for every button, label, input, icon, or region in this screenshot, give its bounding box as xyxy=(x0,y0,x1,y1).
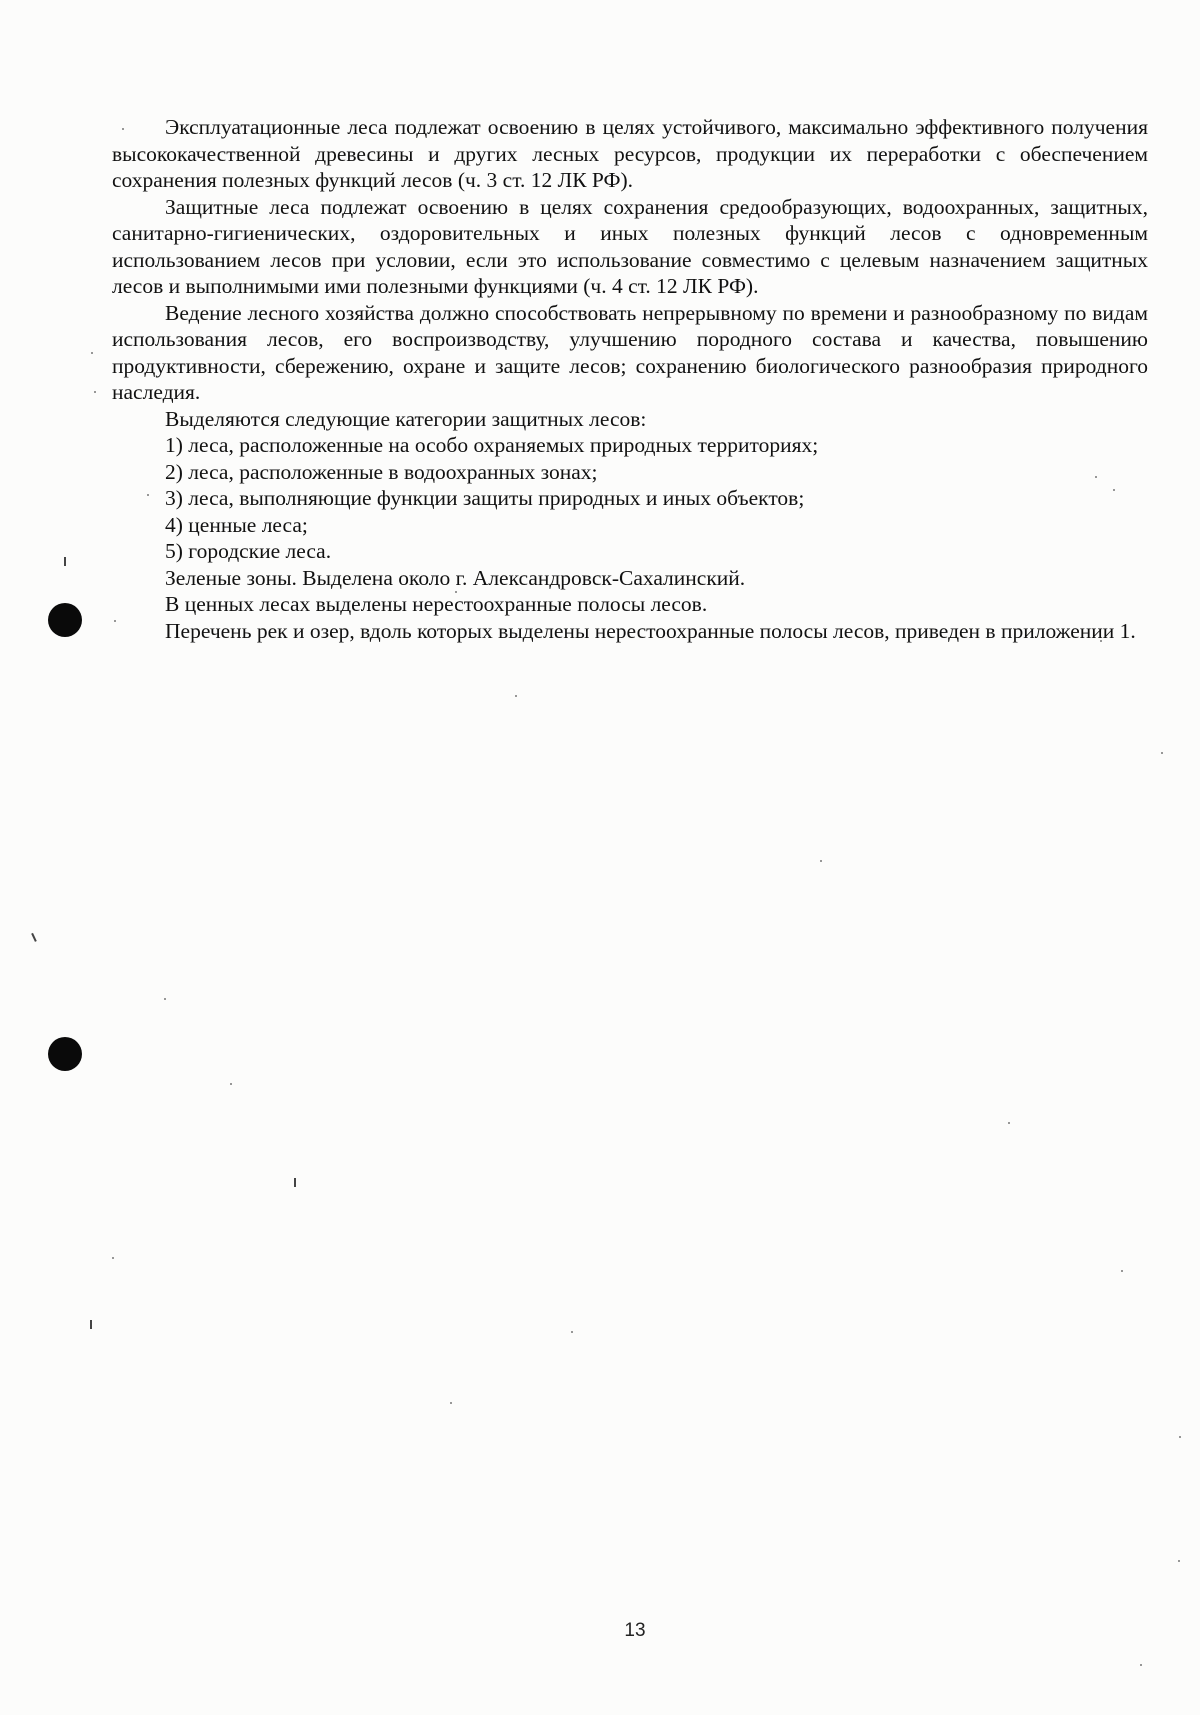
scan-speck xyxy=(1179,1436,1181,1438)
spawning-strips-note: В ценных лесах выделены нерестоохранные полосы лесов. xyxy=(165,592,708,616)
scan-speck xyxy=(1121,1270,1123,1272)
categories-list xyxy=(112,432,1148,565)
scan-speck xyxy=(164,998,166,1000)
green-zones-note: Зеленые зоны. Выделена около г. Александровск-Сахалинский. xyxy=(165,565,746,590)
document-body xyxy=(112,114,1148,644)
paragraph-exploitation-forests: Эксплуатационные леса подлежат освоению в целях устойчивого, максимально эффективного получения высококачественной древесины и других лесных ресурсов, продукции их переработки с обеспечением сохранения полезных функций лесов (ч. 3 ст. 12 ЛК РФ). xyxy=(112,115,1148,192)
scan-mark xyxy=(90,1320,92,1329)
scan-speck xyxy=(1178,1560,1180,1562)
scan-speck xyxy=(820,860,822,862)
scan-mark xyxy=(64,557,66,566)
list-item: 2) леса, расположенные в водоохранных зонах; xyxy=(165,459,598,484)
scan-speck xyxy=(91,352,93,354)
scan-mark xyxy=(31,933,36,942)
page-number: 13 xyxy=(624,1620,646,1641)
list-item: 3) леса, выполняющие функции защиты природных и иных объектов; xyxy=(165,486,805,510)
punch-hole-bottom xyxy=(48,1037,82,1071)
rivers-reference-paragraph: Перечень рек и озер, вдоль которых выделены нерестоохранные полосы лесов, приведен в приложении 1. xyxy=(165,618,1136,643)
list-item: 1) леса, расположенные на особо охраняемых природных территориях; xyxy=(165,433,819,457)
list-item: 4) ценные леса; xyxy=(165,512,308,537)
punch-hole-top xyxy=(48,603,82,637)
scan-speck xyxy=(230,1083,232,1085)
scan-speck xyxy=(571,1331,573,1333)
paragraph-protective-forests: Защитные леса подлежат освоению в целях сохранения средообразующих, водоохранных, защитных, санитарно-гигиенических, оздоровительных и иных полезных функций лесов с одновременным использованием лесов при условии, если это использование совместимо с целевым назначением защитных лесов и выполнимыми ими полезными функциями (ч. 4 ст. 12 ЛК РФ). xyxy=(112,194,1148,298)
scan-speck xyxy=(515,695,517,697)
scan-speck xyxy=(450,1402,452,1404)
list-item: 5) городские леса. xyxy=(165,539,332,563)
scan-speck xyxy=(1140,1664,1142,1666)
paragraph-forest-management: Ведение лесного хозяйства должно способствовать непрерывному по времени и разнообразному по видам использования лесов, его воспроизводству, улучшению породного состава и качества, повышению продуктивности, сбережению, охране и защите лесов; сохранению биологического разнообразия природного наследия. xyxy=(112,300,1148,404)
scan-speck xyxy=(112,1257,114,1259)
scan-speck xyxy=(1161,752,1163,754)
scan-speck xyxy=(94,391,96,393)
scan-mark xyxy=(294,1178,296,1187)
scan-speck xyxy=(1008,1122,1010,1124)
categories-intro: Выделяются следующие категории защитных лесов: xyxy=(165,406,647,431)
